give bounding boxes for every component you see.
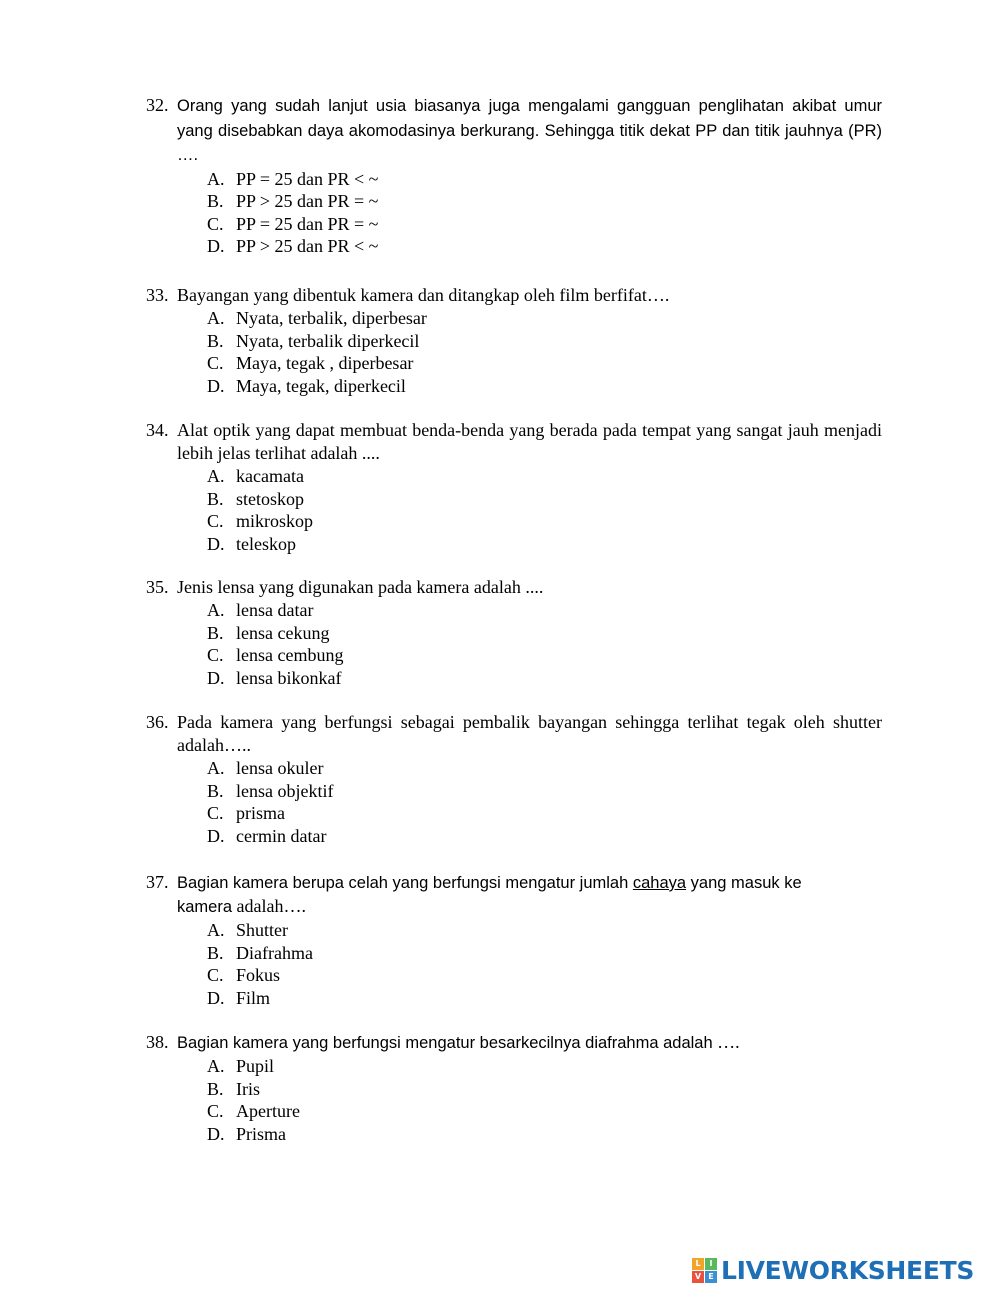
option-list — [207, 919, 882, 1009]
option-list — [207, 757, 882, 847]
option-a[interactable]: A. Pupil — [207, 1056, 275, 1076]
option-d[interactable]: D. lensa bikonkaf — [207, 667, 342, 688]
question-number: 32. — [146, 95, 169, 115]
option-d[interactable]: D. Prisma — [207, 1123, 287, 1144]
underlined-word: cahaya — [632, 874, 687, 892]
option-d[interactable]: D. Film — [207, 987, 271, 1008]
option-a[interactable]: A. PP = 25 dan PR < ~ — [207, 168, 379, 189]
option-b[interactable]: B. stetoskop — [207, 488, 305, 509]
question-38 — [146, 1031, 882, 1161]
question-stem: Jenis lensa yang digunakan pada kamera adalah .... — [177, 577, 544, 597]
question-stem: Pada kamera yang berfungsi sebagai pembalik bayangan sehingga terlihat tegak oleh shutter adalah….. — [177, 712, 882, 755]
question-stem: Orang yang sudah lanjut usia biasanya juga mengalami gangguan penglihatan akibat umur yang disebabkan daya akomodasinya berkurang. Sehingga titik dekat PP dan titik jauhnya (PR) …. — [177, 97, 882, 164]
option-d[interactable]: D. cermin datar — [207, 825, 327, 846]
option-b[interactable]: B. lensa objektif — [207, 780, 334, 801]
option-b[interactable]: B. PP > 25 dan PR = ~ — [207, 191, 379, 212]
option-d[interactable]: D. teleskop — [207, 533, 296, 554]
option-b[interactable]: B. Nyata, terbalik diperkecil — [207, 330, 420, 351]
option-a[interactable]: A. lensa okuler — [207, 758, 324, 778]
question-35 — [146, 576, 882, 705]
question-32 — [146, 94, 882, 274]
option-b[interactable]: B. Iris — [207, 1078, 260, 1099]
liveworksheets-logo[interactable] — [692, 1256, 974, 1284]
question-34 — [146, 419, 882, 571]
question-stem: Alat optik yang dapat membuat benda-benda yang berada pada tempat yang sangat jauh menjadi lebih jelas terlihat adalah .... — [177, 420, 882, 463]
question-number: 33. — [146, 285, 169, 305]
option-b[interactable]: B. lensa cekung — [207, 622, 330, 643]
question-number: 37. — [146, 872, 169, 892]
option-list — [207, 599, 882, 689]
option-c[interactable]: C. PP = 25 dan PR = ~ — [207, 213, 379, 234]
option-c[interactable]: C. Aperture — [207, 1101, 300, 1122]
liveworksheets-mark-icon: L I V E — [692, 1258, 717, 1283]
question-number: 36. — [146, 712, 169, 732]
question-number: 35. — [146, 577, 169, 597]
question-33 — [146, 284, 882, 413]
option-c[interactable]: C. lensa cembung — [207, 645, 344, 666]
option-list — [207, 168, 882, 258]
option-a[interactable]: A. kacamata — [207, 466, 304, 486]
option-a[interactable]: A. lensa datar — [207, 600, 314, 620]
option-d[interactable]: D. PP > 25 dan PR < ~ — [207, 236, 379, 257]
question-stem: Bayangan yang dibentuk kamera dan ditangkap oleh film berfifat…. — [177, 285, 670, 305]
option-a[interactable]: A. Shutter — [207, 920, 288, 940]
question-36 — [146, 711, 882, 863]
option-list — [207, 307, 882, 397]
question-number: 34. — [146, 420, 169, 440]
logo-wordmark: LIVEWORKSHEETS — [721, 1255, 975, 1285]
question-number: 38. — [146, 1032, 169, 1052]
option-list — [207, 465, 882, 555]
option-b[interactable]: B. Diafrahma — [207, 942, 313, 963]
question-stem: Bagian kamera yang berfungsi mengatur besarkecilnya diafrahma adalah …. — [177, 1032, 740, 1052]
question-stem: Bagian kamera berupa celah yang berfungsi mengatur jumlah cahaya yang masuk ke kamera adalah…. — [177, 874, 802, 916]
option-c[interactable]: C. mikroskop — [207, 511, 314, 532]
option-a[interactable]: A. Nyata, terbalik, diperbesar — [207, 308, 427, 328]
option-c[interactable]: C. prisma — [207, 803, 285, 824]
option-d[interactable]: D. Maya, tegak, diperkecil — [207, 375, 406, 396]
option-c[interactable]: C. Fokus — [207, 965, 281, 986]
option-c[interactable]: C. Maya, tegak , diperbesar — [207, 353, 414, 374]
question-37 — [146, 871, 882, 1025]
option-list — [207, 1055, 882, 1145]
